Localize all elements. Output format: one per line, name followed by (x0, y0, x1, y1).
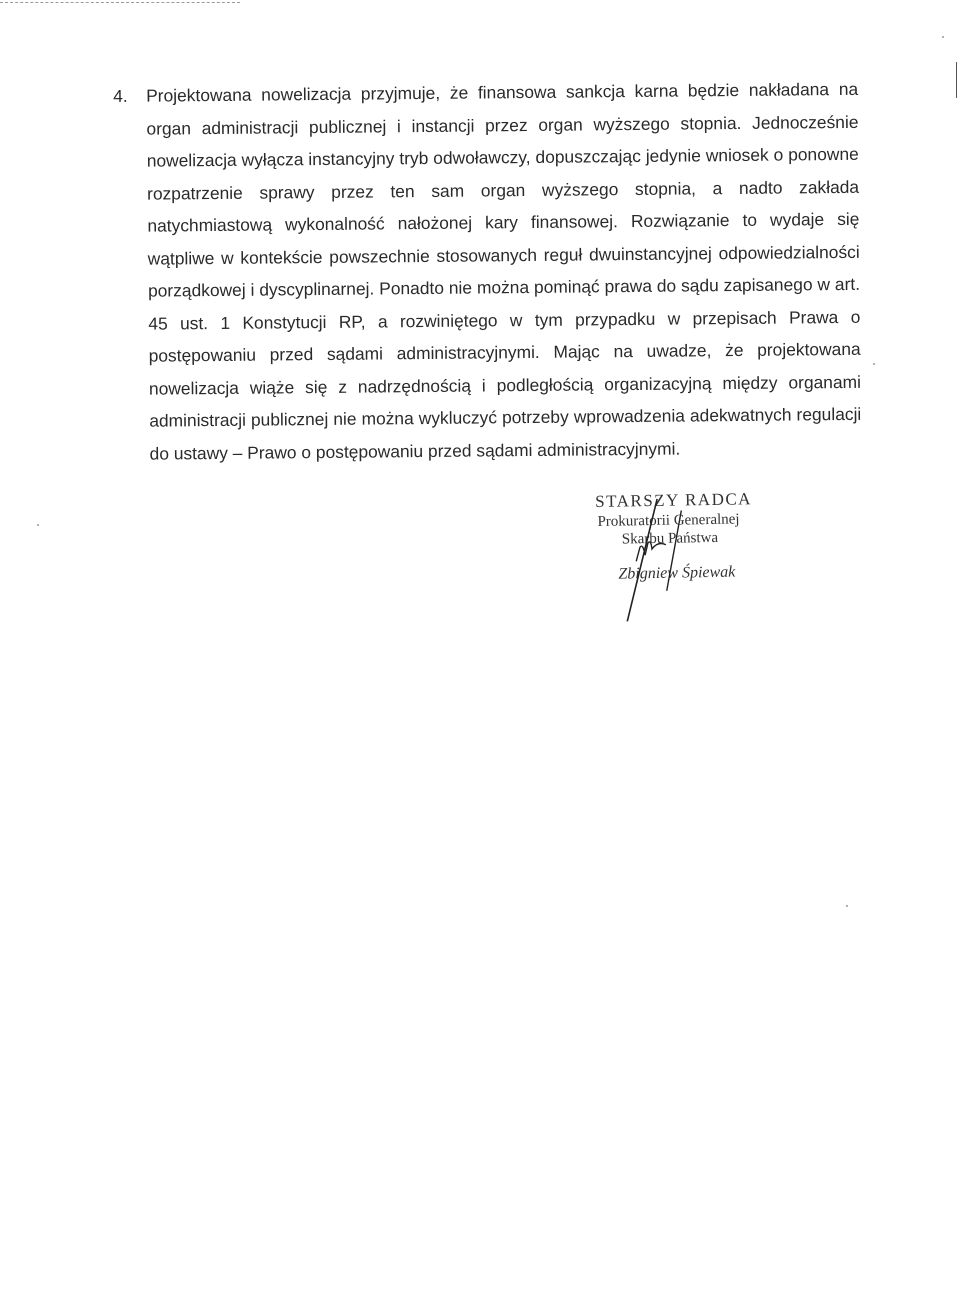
scan-speck (873, 363, 875, 365)
stamp-title: STARSZY RADCA (595, 489, 753, 511)
paragraph-number: 4. (113, 85, 128, 106)
scan-speck (942, 36, 944, 38)
scan-speck (846, 905, 848, 907)
paragraph-text: Projektowana nowelizacja przyjmuje, że finansowa sankcja karna będzie nakładana na organ administracji publicznej i instancji przez organ wyższego stopnia. Jednocześnie nowelizacja wyłącza instancyjny tryb odwoławczy, dopuszczając jedynie wniosek o ponowne rozpatrzenie sprawy przez ten sam organ wyższego stopnia, a nadto zakłada natychmiastową wykonalność nałożonej kary finansowej. Rozwiązanie to wydaje się wątpliwe w kontekście powszechnie stosowanych reguł dwuinstancyjnej odpowiedzialności porządkowej i dyscyplinarnej. Ponadto nie można pominąć prawa do sądu zapisanego w art. 45 ust. 1 Konstytucji RP, a rozwiniętego w tym przypadku w przepisach Prawa o postępowaniu przed sądami administracyjnymi. Mając na uwadze, że projektowana nowelizacja wiąże się z nadrzędnością i podległością organizacyjną między organami administracji publicznej nie można wykluczyć potrzeby wprowadzenia adekwatnych regulacji do ustawy – Prawo o postępowaniu przed sądami administracyjnymi. (146, 78, 862, 464)
scan-speck (37, 524, 39, 526)
scan-edge-right (956, 62, 957, 98)
official-stamp (595, 489, 787, 612)
stamp-institution-2: Skarbu Państwa (621, 529, 719, 548)
stamp-institution: Prokuratorii Generalnej (597, 511, 740, 530)
stamp-signatory-name: Zbigniew Śpiewak (618, 563, 736, 583)
paragraph-4 (113, 73, 862, 470)
scan-edge-top (0, 2, 240, 4)
handwritten-signature (595, 489, 787, 622)
